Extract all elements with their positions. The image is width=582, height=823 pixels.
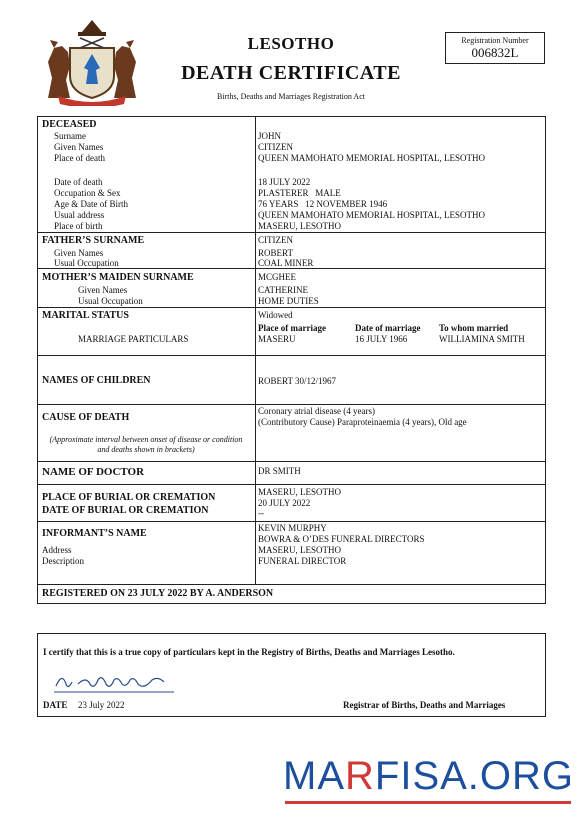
father-occupation-value: COAL MINER — [258, 258, 314, 268]
place-of-marriage-heading: Place of marriage — [258, 323, 326, 333]
given-names-value: CITIZEN — [258, 142, 293, 152]
to-whom-married-heading: To whom married — [439, 323, 509, 333]
deceased-heading: DECEASED — [42, 119, 97, 130]
watermark-part-1: MA — [283, 754, 345, 798]
act-subtitle: Births, Deaths and Marriages Registration Act — [217, 92, 365, 101]
divider — [38, 355, 545, 356]
registrar-signature — [52, 668, 182, 696]
surname-value: JOHN — [258, 131, 282, 141]
burial-place-heading: PLACE OF BURIAL OR CREMATION — [42, 492, 216, 503]
informant-heading: INFORMANT’S NAME — [42, 528, 147, 539]
burial-date-value: 20 JULY 2022 — [258, 498, 311, 508]
to-whom-married-value: WILLIAMINA SMITH — [439, 334, 525, 344]
country-title: LESOTHO — [247, 34, 335, 53]
burial-place-value: MASERU, LESOTHO — [258, 487, 342, 497]
usual-address-value: QUEEN MAMOHATO MEMORIAL HOSPITAL, LESOTHO — [258, 210, 486, 220]
mother-surname-value: MCGHEE — [258, 272, 296, 282]
date-of-death-label: Date of death — [54, 177, 103, 187]
cause-line-2: (Contributory Cause) Paraproteinaemia (4 years), Old age — [258, 417, 467, 427]
mother-given-value: CATHERINE — [258, 285, 308, 295]
divider — [38, 232, 545, 233]
certification-box — [37, 633, 546, 717]
age-dob-value: 76 YEARS 12 NOVEMBER 1946 — [258, 199, 388, 209]
registrar-title: Registrar of Births, Deaths and Marriages — [343, 700, 506, 710]
divider — [38, 521, 545, 522]
watermark-part-2: R — [345, 754, 375, 798]
cause-heading: CAUSE OF DEATH — [42, 412, 130, 423]
marital-heading: MARITAL STATUS — [42, 310, 129, 321]
registration-number: 006832L — [471, 45, 519, 60]
place-of-death-label: Place of death — [54, 153, 105, 163]
date-of-marriage-heading: Date of marriage — [355, 323, 421, 333]
place-of-death-value: QUEEN MAMOHATO MEMORIAL HOSPITAL, LESOTHO — [258, 153, 486, 163]
certification-date-value: 23 July 2022 — [78, 700, 125, 710]
children-heading: NAMES OF CHILDREN — [42, 375, 151, 386]
divider — [38, 584, 545, 585]
watermark-underline — [285, 801, 571, 804]
informant-description-value: FUNERAL DIRECTOR — [258, 556, 347, 566]
father-given-label: Given Names — [54, 248, 104, 258]
cause-line-1: Coronary atrial disease (4 years) — [258, 406, 375, 416]
mother-given-label: Given Names — [78, 285, 128, 295]
watermark-part-3: FISA.ORG — [374, 754, 575, 798]
cause-note: (Approximate interval between onset of disease or condition and deaths shown in brackets) — [49, 435, 243, 454]
divider — [38, 404, 545, 405]
occupation-sex-value: PLASTERER MALE — [258, 188, 341, 198]
father-surname-value: CITIZEN — [258, 235, 293, 245]
father-given-value: ROBERT — [258, 248, 293, 258]
usual-address-label: Usual address — [54, 210, 105, 220]
date-of-death-value: 18 JULY 2022 — [258, 177, 311, 187]
divider — [38, 461, 545, 462]
father-heading: FATHER’S SURNAME — [42, 235, 145, 246]
burial-extra-value: -- — [258, 508, 264, 518]
age-dob-label: Age & Date of Birth — [54, 199, 128, 209]
doctor-heading: NAME OF DOCTOR — [42, 466, 145, 478]
registered-statement: REGISTERED ON 23 JULY 2022 BY A. ANDERSON — [42, 588, 274, 599]
burial-date-heading: DATE OF BURIAL OR CREMATION — [42, 505, 209, 516]
place-of-marriage-value: MASERU — [258, 334, 296, 344]
certification-statement: I certify that this is a true copy of particulars kept in the Registry of Births, Deaths and Marriages Lesotho. — [43, 647, 455, 657]
divider — [38, 307, 545, 308]
mother-occupation-label: Usual Occupation — [78, 296, 143, 306]
place-of-birth-value: MASERU, LESOTHO — [258, 221, 342, 231]
mother-occupation-value: HOME DUTIES — [258, 296, 319, 306]
doctor-value: DR SMITH — [258, 466, 301, 476]
informant-address-line-2: MASERU, LESOTHO — [258, 545, 342, 555]
divider — [38, 484, 545, 485]
registration-number-label: Registration Number — [461, 36, 529, 45]
marriage-particulars-label: MARRIAGE PARTICULARS — [78, 334, 189, 344]
marital-status-value: Widowed — [258, 310, 293, 320]
informant-address-label: Address — [42, 545, 72, 555]
registration-number-box — [445, 32, 545, 64]
children-value: ROBERT 30/12/1967 — [258, 376, 337, 386]
marfisa-watermark — [283, 754, 574, 798]
surname-label: Surname — [54, 131, 86, 141]
date-of-marriage-value: 16 JULY 1966 — [355, 334, 408, 344]
occupation-sex-label: Occupation & Sex — [54, 188, 121, 198]
mother-heading: MOTHER’S MAIDEN SURNAME — [42, 272, 194, 283]
column-divider — [255, 117, 256, 584]
given-names-label: Given Names — [54, 142, 104, 152]
certification-date-label: DATE — [43, 700, 68, 710]
document-title: DEATH CERTIFICATE — [181, 62, 401, 84]
father-occupation-label: Usual Occupation — [54, 258, 119, 268]
place-of-birth-label: Place of birth — [54, 221, 103, 231]
informant-description-label: Description — [42, 556, 84, 566]
certificate-form — [37, 116, 546, 604]
informant-address-line-1: BOWRA & O’DES FUNERAL DIRECTORS — [258, 534, 425, 544]
informant-name-value: KEVIN MURPHY — [258, 523, 327, 533]
